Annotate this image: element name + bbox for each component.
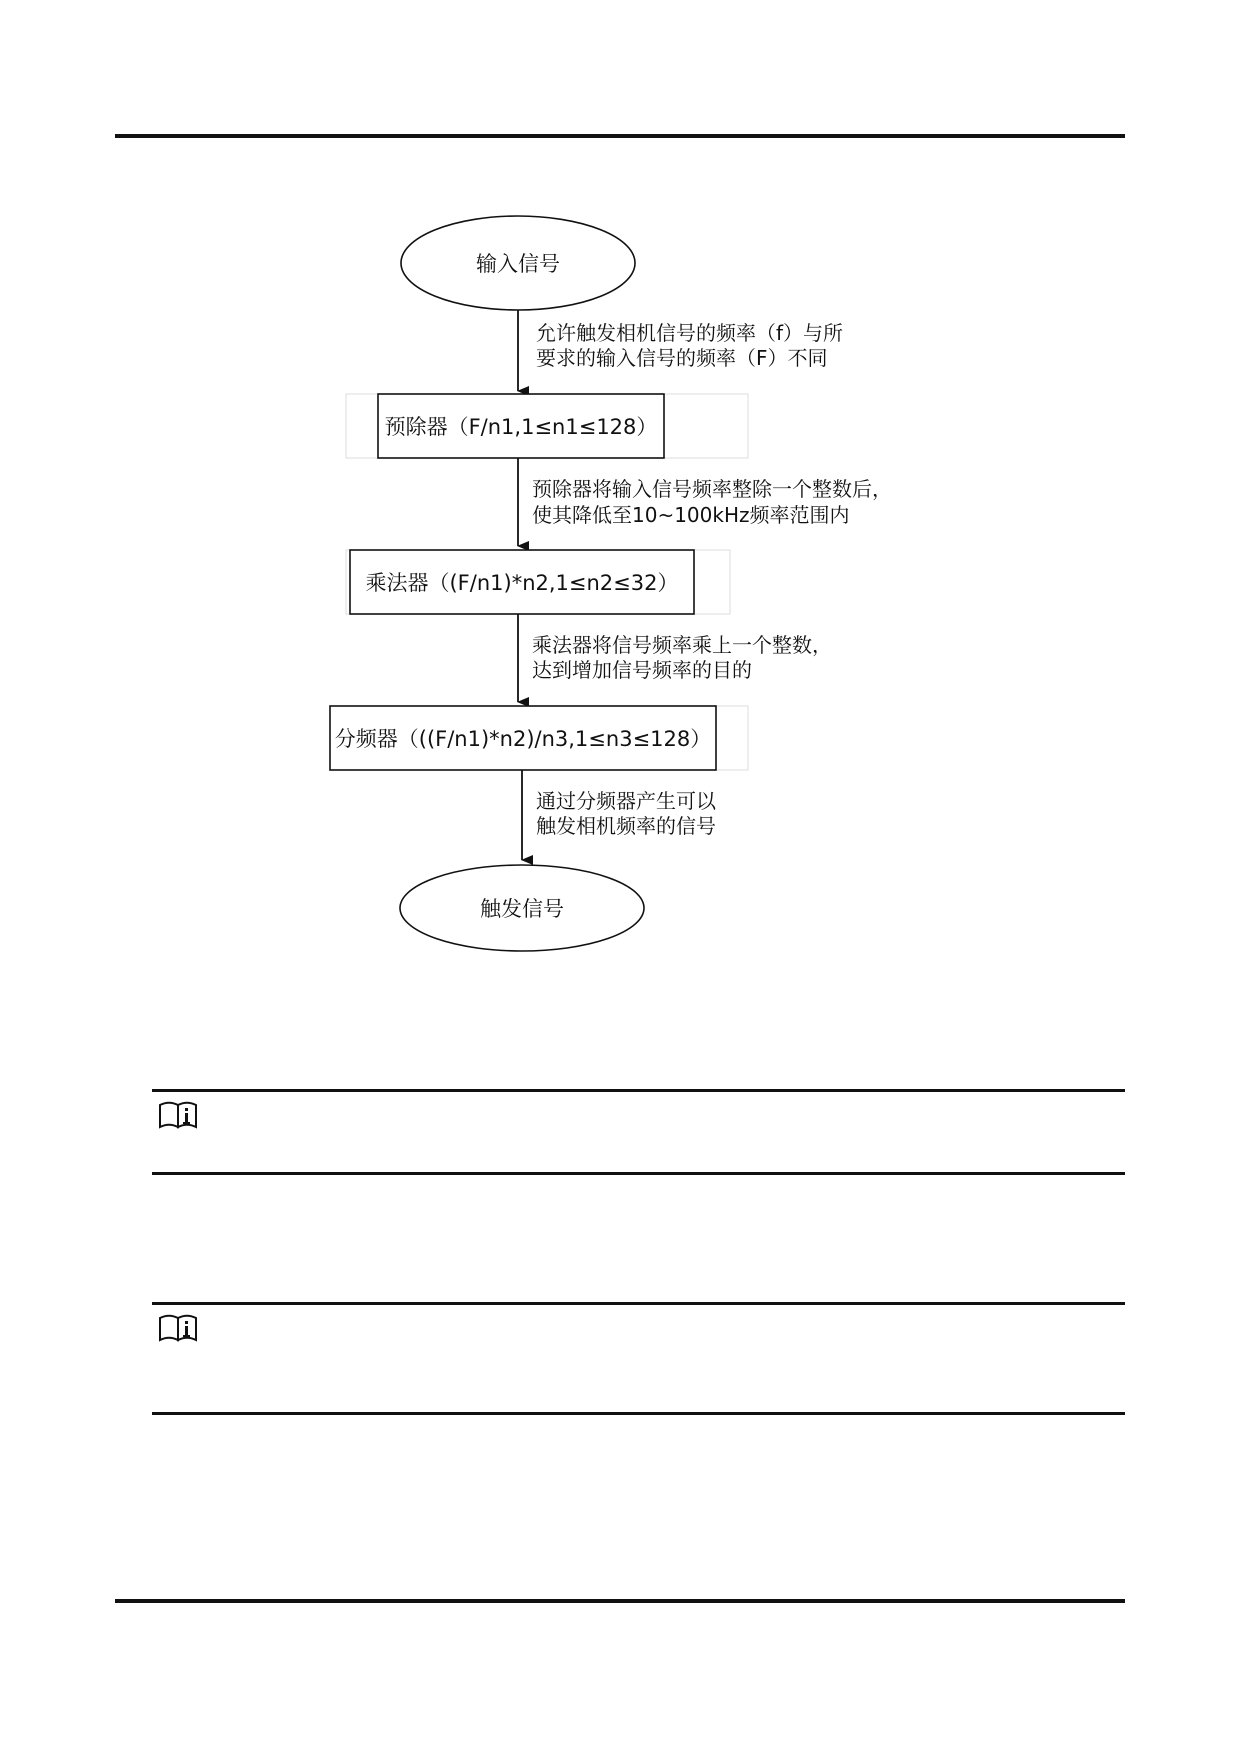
edge-4-line-2: 触发相机频率的信号 — [536, 814, 716, 838]
edge-3-line-1: 乘法器将信号频率乘上一个整数， — [532, 633, 832, 657]
note-2-bottom-rule — [152, 1412, 1125, 1415]
footer-rule — [115, 1599, 1125, 1603]
end-node-label: 触发信号 — [480, 897, 564, 921]
edge-4-line-1: 通过分频器产生可以 — [536, 789, 716, 813]
prescaler-box — [378, 394, 664, 458]
end-node — [400, 865, 644, 951]
note-book-info-icon — [158, 1314, 198, 1342]
edge-2-line-2: 使其降低至10~100kHz频率范围内 — [532, 503, 850, 527]
edge-1-line-1: 允许触发相机信号的频率（f）与所 — [536, 321, 844, 345]
note-2-top-rule — [152, 1302, 1125, 1305]
divider-label: 分频器（((F/n1)*n2)/n3,1≤n3≤128） — [334, 727, 712, 751]
note-1-bottom-rule — [152, 1172, 1125, 1175]
divider-box — [330, 706, 716, 770]
note-1-top-rule — [152, 1089, 1125, 1092]
edge-2-line-1: 预除器将输入信号频率整除一个整数后， — [532, 477, 892, 501]
start-node-label: 输入信号 — [476, 252, 560, 276]
multiplier-label: 乘法器（(F/n1)*n2,1≤n2≤32） — [365, 571, 679, 595]
prescaler-label: 预除器（F/n1,1≤n1≤128） — [384, 415, 658, 439]
start-node — [401, 216, 635, 310]
multiplier-box — [350, 550, 694, 614]
edge-1-line-2: 要求的输入信号的频率（F）不同 — [536, 346, 828, 370]
note-book-info-icon — [158, 1101, 198, 1129]
edge-3-line-2: 达到增加信号频率的目的 — [532, 658, 752, 682]
